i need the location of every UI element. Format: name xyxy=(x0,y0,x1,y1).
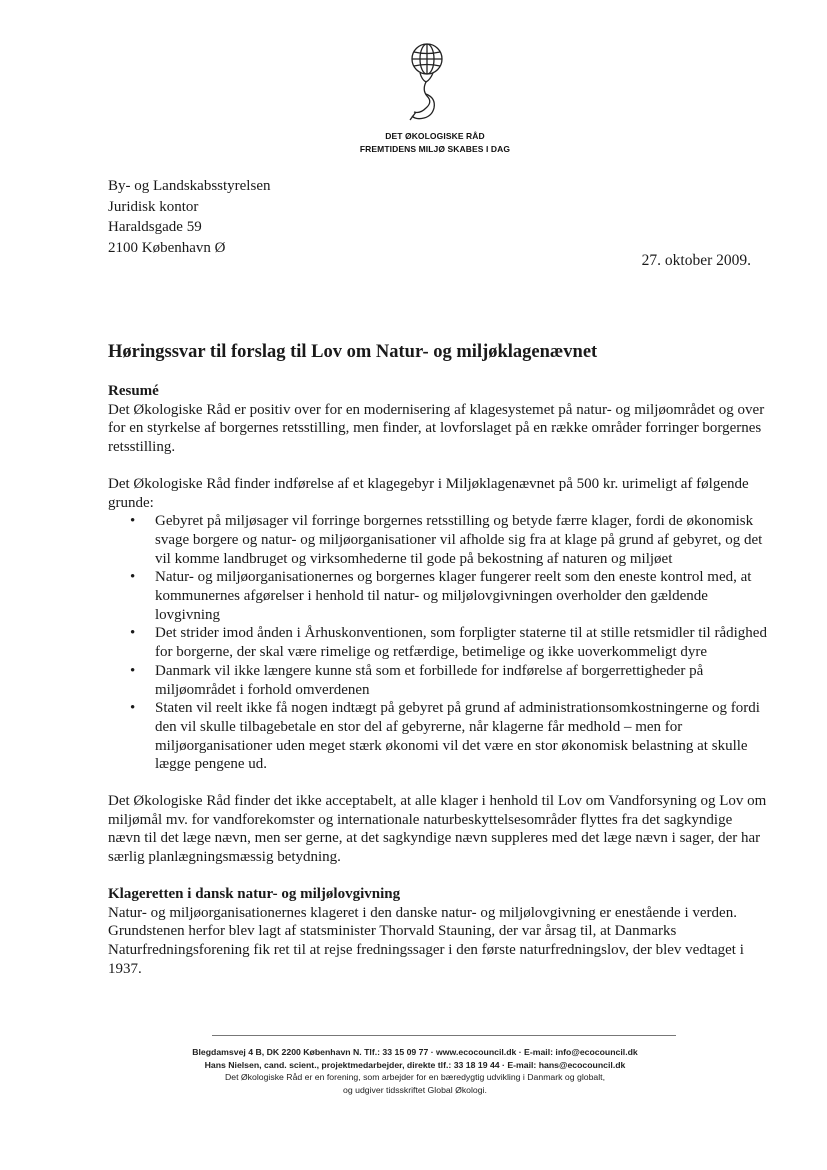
fee-intro: Det Økologiske Råd finder indførelse af et klagegebyr i Miljøklagenævnet på 500 kr. urimeligt af følgende grunde: xyxy=(108,475,749,511)
fee-reasons-list xyxy=(108,512,768,774)
recipient-line: 2100 København Ø xyxy=(108,239,226,256)
resume-heading: Resumé xyxy=(108,383,159,399)
footer-line: Det Økologiske Råd er en forening, som arbejder for en bæredygtig udvikling i Danmark og globalt, xyxy=(224,1072,606,1083)
org-name: DET ØKOLOGISKE RÅD xyxy=(385,131,485,141)
section-body: Natur- og miljøorganisationernes klageret i den danske natur- og miljølovgivning er enestående i verden. Grundstenen herfor blev lagt af statsminister Thorvald Stauning, der var årsag til, at Danmarks Naturfredningsforening fik ret til at rejse fredningssager i den første naturfredningslov, der blev vedtaget i 1937. xyxy=(108,904,744,977)
globe-figure-logo xyxy=(402,42,452,124)
footer-line: Blegdamsvej 4 B, DK 2200 København N. Tlf.: 33 15 09 77 · www.ecocouncil.dk · E-mail: info@ecocouncil.dk xyxy=(192,1047,638,1057)
resume-closing: Det Økologiske Råd finder det ikke acceptabelt, at alle klager i henhold til Lov om Vandforsyning og Lov om miljømål mv. for vandforekomster og internationale naturbeskyttelsesområder flyttes fra det sagkyndige nævn til det læge nævn, men ser gerne, at det sagkyndige nævn suppleres med det læge nævn i sager, der har særlig planlægningsmæssig betydning. xyxy=(108,793,767,866)
letter-body xyxy=(108,382,768,978)
letter-date: 27. oktober 2009. xyxy=(641,252,751,269)
footer xyxy=(120,1046,710,1097)
list-item: • Det strider imod ånden i Århuskonventionen, som forpligter staterne til at stille retsmidler til rådighed for borgerne, der skal være rimelige og retfærdige, betimelige og ikke uoverkommeligt dyre xyxy=(108,624,768,661)
footer-divider xyxy=(212,1035,676,1036)
footer-line: Hans Nielsen, cand. scient., projektmedarbejder, direkte tlf.: 33 18 19 44 · E-mail: hans@ecocouncil.dk xyxy=(204,1059,626,1070)
footer-line: og udgiver tidsskriftet Global Økologi. xyxy=(343,1085,487,1096)
list-item: • Staten vil reelt ikke få nogen indtægt på gebyret på grund af administrationsomkostningerne og fordi den vil skulle tilbagebetale en stor del af gebyrerne, når klagerne får medhold – men for miljøorganisationer uden meget stærk økonomi vil det være en stor økonomisk belastning at skulle lægge pengene ud. xyxy=(108,699,768,774)
recipient-address xyxy=(108,176,270,258)
list-item: • Danmark vil ikke længere kunne stå som et forbillede for indførelse af borgerrettigheder på miljøområdet i forhold omverdenen xyxy=(108,662,768,699)
org-tagline: FREMTIDENS MILJØ SKABES I DAG xyxy=(359,144,511,154)
resume-intro: Det Økologiske Råd er positiv over for en modernisering af klagesystemet på natur- og miljøområdet og over for en styrkelse af borgernes retsstilling, men finder, at lovforslaget på en række områder forringer borgernes retsstilling. xyxy=(108,401,765,456)
letter-title: Høringssvar til forslag til Lov om Natur- og miljøklagenævnet xyxy=(108,342,598,362)
section-heading: Klageretten i dansk natur- og miljølovgivning xyxy=(108,885,401,902)
recipient-line: Juridisk kontor xyxy=(108,198,199,215)
list-item: • Natur- og miljøorganisationernes og borgernes klager fungerer reelt som den eneste kontrol med, at kommunernes afgørelser i henhold til natur- og miljølovgivningen overholder den gældende lovgivning xyxy=(108,568,768,624)
recipient-line: Haraldsgade 59 xyxy=(108,219,202,235)
recipient-line: By- og Landskabsstyrelsen xyxy=(108,178,271,194)
list-item: • Gebyret på miljøsager vil forringe borgernes retsstilling og betyde færre klager, fordi de økonomisk svage borgere og natur- og miljøorganisationer vil afholde sig fra at klage på grund af gebyret, og det vil komme landbruget og virksomhederne til gode på bekostning af naturen og miljøet xyxy=(108,512,768,568)
